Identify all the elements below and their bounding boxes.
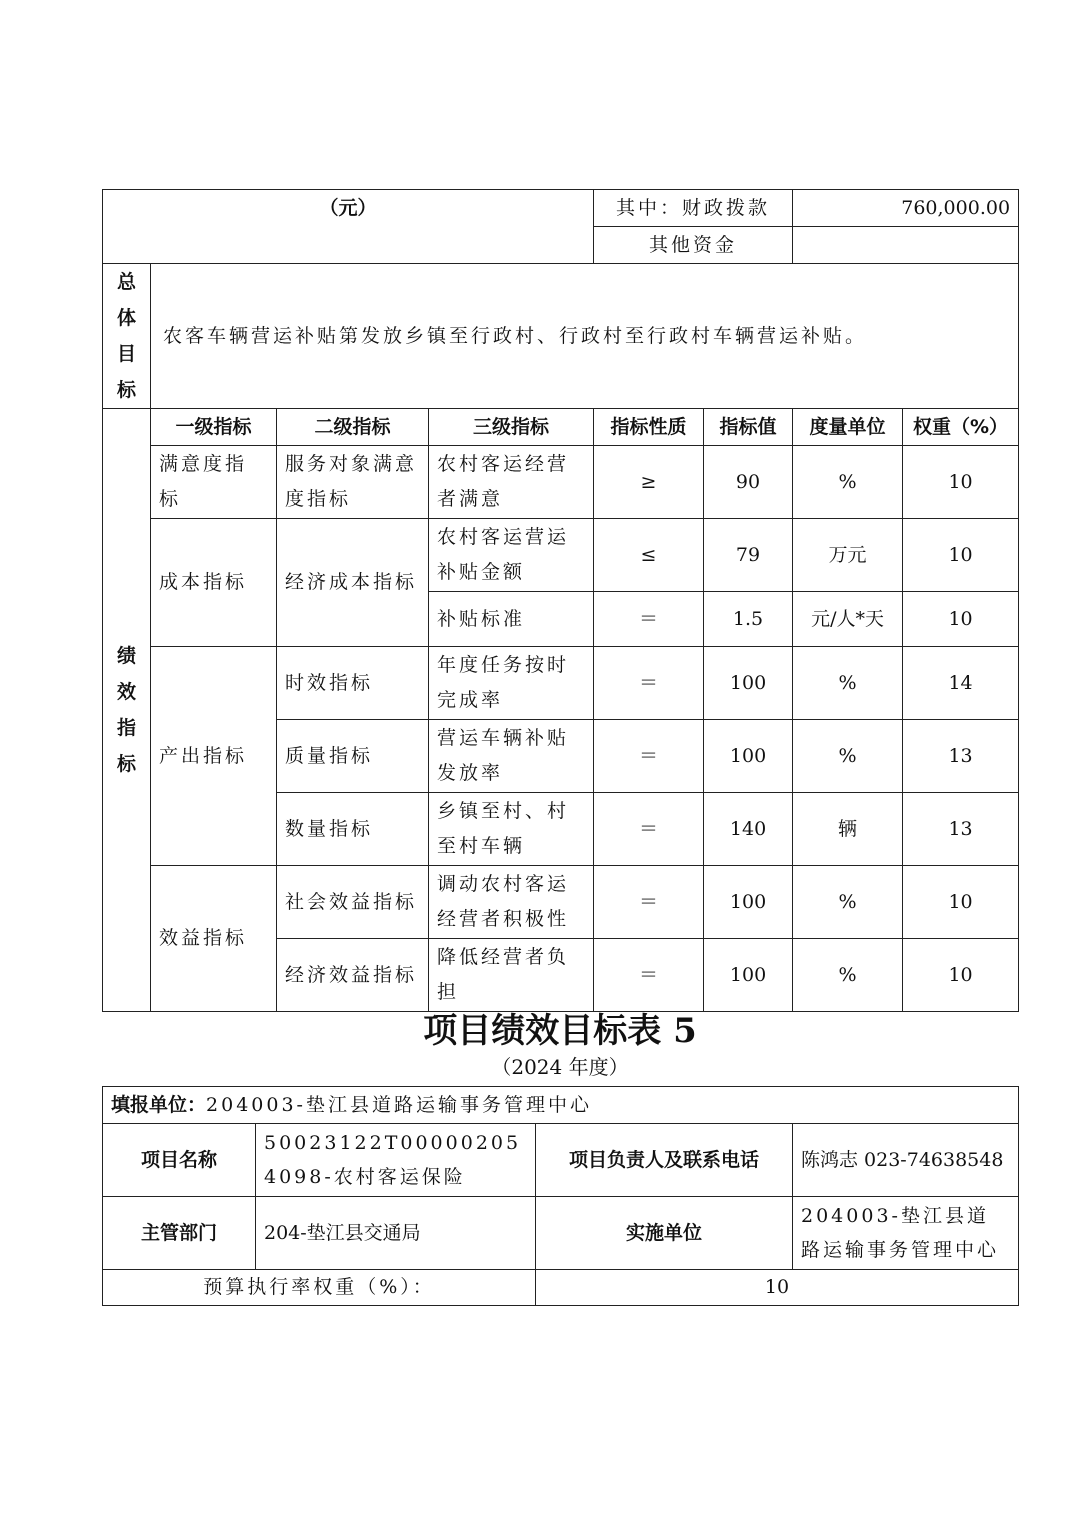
overall-goal-text: 农客车辆营运补贴第发放乡镇至行政村、行政村至行政村车辆营运补贴。 [151,264,1019,409]
weight-cell: 10 [903,939,1019,1012]
unit-cell: % [793,720,903,793]
header-row [103,409,1019,446]
col-header-unit: 度量单位 [793,409,903,446]
overall-goal-label: 总 体 目 标 [103,264,151,409]
weight-cell: 10 [903,446,1019,519]
unit-cell: 万元 [793,519,903,592]
implementing-unit-label: 实施单位 [536,1197,793,1270]
nature-cell: ＝ [594,866,704,939]
nature-cell: ＝ [594,647,704,720]
reporting-unit [103,1087,1019,1124]
col-header-level3: 三级指标 [429,409,594,446]
col-header-level1: 一级指标 [151,409,277,446]
value-cell: 90 [704,446,793,519]
funds-unit-label: （元） [103,190,594,264]
unit-cell: 辆 [793,793,903,866]
value-cell: 100 [704,647,793,720]
supervising-dept-value: 204-垫江县交通局 [256,1197,536,1270]
nature-cell: ＝ [594,939,704,1012]
contact-label: 项目负责人及联系电话 [536,1124,793,1197]
page-title: 项目绩效目标表 5 [423,1011,697,1051]
level3-cell: 调动农村客运经营者积极性 [429,866,594,939]
level3-cell: 年度任务按时完成率 [429,647,594,720]
table-row [103,866,1019,939]
nature-cell: ＝ [594,793,704,866]
table-row [103,647,1019,720]
fiscal-funds-label: 其中：财政拨款 [594,190,793,227]
unit-cell: 元/人*天 [793,592,903,647]
budget-weight-value: 10 [536,1270,1019,1306]
level3-cell: 补贴标准 [429,592,594,647]
col-header-level2: 二级指标 [277,409,429,446]
level3-cell: 降低经营者负担 [429,939,594,1012]
other-funds-value [793,227,1019,264]
reporting-unit-value: 204003-垫江县道路运输事务管理中心 [206,1093,592,1116]
level3-cell: 乡镇至村、村至村车辆 [429,793,594,866]
unit-cell: % [793,446,903,519]
weight-cell: 13 [903,793,1019,866]
level2-cell: 社会效益指标 [277,866,429,939]
level2-cell: 数量指标 [277,793,429,866]
unit-cell: % [793,939,903,1012]
other-funds-label: 其他资金 [594,227,793,264]
value-cell: 100 [704,720,793,793]
performance-indicator-label: 绩 效 指 标 [103,409,151,1012]
nature-cell: ≥ [594,446,704,519]
value-cell: 100 [704,866,793,939]
level2-cell: 质量指标 [277,720,429,793]
table-row [103,446,1019,519]
nature-cell: ≤ [594,519,704,592]
unit-cell: % [793,866,903,939]
project-name-label: 项目名称 [103,1124,256,1197]
value-cell: 140 [704,793,793,866]
level1-cell: 成本指标 [151,519,277,647]
weight-cell: 10 [903,592,1019,647]
level1-cell: 满意度指标 [151,446,277,519]
level2-cell: 经济成本指标 [277,519,429,647]
supervising-dept-label: 主管部门 [103,1197,256,1270]
level3-cell: 农村客运营运补贴金额 [429,519,594,592]
level1-cell: 效益指标 [151,866,277,1012]
col-header-nature: 指标性质 [594,409,704,446]
fiscal-funds-value: 760,000.00 [793,190,1019,227]
value-cell: 1.5 [704,592,793,647]
nature-cell: ＝ [594,720,704,793]
project-info-table [102,1086,1019,1306]
level1-cell: 产出指标 [151,647,277,866]
weight-cell: 10 [903,866,1019,939]
col-header-weight: 权重（%） [903,409,1019,446]
year-subtitle: （2024 年度） [491,1055,629,1079]
performance-target-table [102,189,1019,1012]
budget-weight-label: 预算执行率权重（%）： [103,1270,536,1306]
project-name-value: 50023122T000002054098-农村客运保险 [256,1124,536,1197]
weight-cell: 13 [903,720,1019,793]
level2-cell: 时效指标 [277,647,429,720]
level2-cell: 经济效益指标 [277,939,429,1012]
table-row [103,519,1019,592]
nature-cell: ＝ [594,592,704,647]
level2-cell: 服务对象满意度指标 [277,446,429,519]
value-cell: 79 [704,519,793,592]
col-header-value: 指标值 [704,409,793,446]
reporting-unit-label: 填报单位： [111,1093,207,1116]
level3-cell: 营运车辆补贴发放率 [429,720,594,793]
value-cell: 100 [704,939,793,1012]
unit-cell: % [793,647,903,720]
weight-cell: 10 [903,519,1019,592]
implementing-unit-value: 204003-垫江县道路运输事务管理中心 [793,1197,1019,1270]
weight-cell: 14 [903,647,1019,720]
level3-cell: 农村客运经营者满意 [429,446,594,519]
contact-value: 陈鸿志 023-74638548 [793,1124,1019,1197]
